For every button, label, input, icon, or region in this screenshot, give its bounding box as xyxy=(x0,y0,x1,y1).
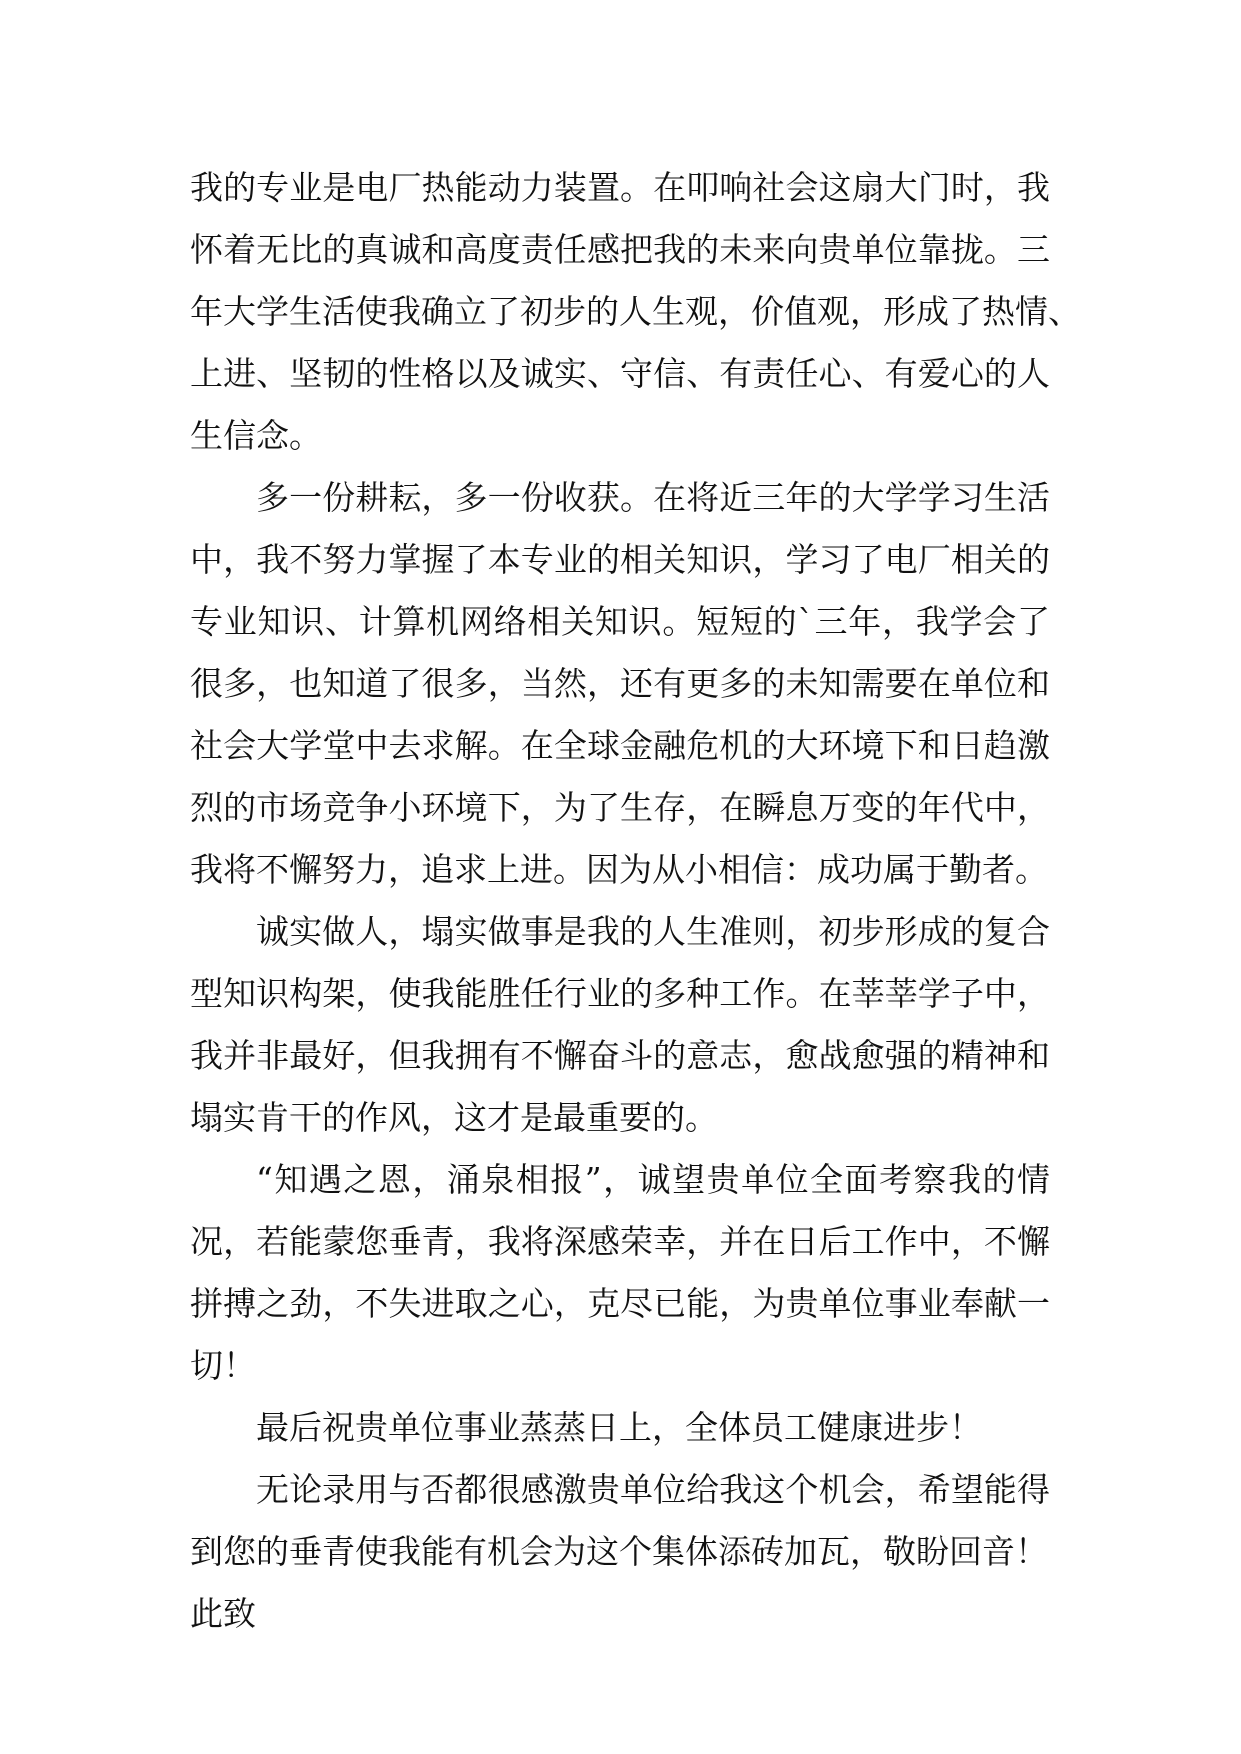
text-line: 我的专业是电厂热能动力装置。在叩响社会这扇大门时，我 xyxy=(190,168,1050,207)
text-line: 切！ xyxy=(190,1346,256,1385)
text-line: 社会大学堂中去求解。在全球金融危机的大环境下和日趋激 xyxy=(190,726,1050,765)
paragraph-study-experience xyxy=(190,467,1050,901)
text-line: 中，我不努力掌握了本专业的相关知识，学习了电厂相关的 xyxy=(190,540,1050,579)
text-line: 到您的垂青使我能有机会为这个集体添砖加瓦，敬盼回音！ xyxy=(190,1532,1048,1571)
paragraph-major-and-values xyxy=(190,157,1081,467)
text-line: 塌实肯干的作风，这才是最重要的。 xyxy=(190,1098,718,1137)
text-line: 无论录用与否都很感激贵单位给我这个机会，希望能得 xyxy=(256,1470,1050,1509)
paragraph-salutation xyxy=(190,1583,1050,1645)
text-line: 怀着无比的真诚和高度责任感把我的未来向贵单位靠拢。三 xyxy=(190,230,1050,269)
paragraph-closing-request xyxy=(190,1459,1050,1583)
text-line: 况，若能蒙您垂青，我将深感荣幸，并在日后工作中，不懈 xyxy=(190,1222,1050,1261)
text-line: 上进、坚韧的性格以及诚实、守信、有责任心、有爱心的人 xyxy=(190,354,1050,393)
text-line: 型知识构架，使我能胜任行业的多种工作。在莘莘学子中， xyxy=(190,974,1050,1013)
paragraph-principles xyxy=(190,901,1050,1149)
text-line: 拼搏之劲，不失进取之心，克尽已能，为贵单位事业奉献一 xyxy=(190,1284,1050,1323)
paragraph-gratitude xyxy=(190,1149,1050,1397)
text-line: 多一份耕耘，多一份收获。在将近三年的大学学习生活 xyxy=(256,478,1050,517)
text-line: 很多，也知道了很多，当然，还有更多的未知需要在单位和 xyxy=(190,664,1050,703)
text-line: 此致 xyxy=(190,1594,256,1633)
text-line: 烈的市场竞争小环境下，为了生存，在瞬息万变的年代中， xyxy=(190,788,1050,827)
text-line: 最后祝贵单位事业蒸蒸日上，全体员工健康进步！ xyxy=(256,1408,982,1447)
text-line: 我并非最好，但我拥有不懈奋斗的意志，愈战愈强的精神和 xyxy=(190,1036,1050,1075)
text-line: 生信念。 xyxy=(190,416,322,455)
text-line: “知遇之恩，涌泉相报”，诚望贵单位全面考察我的情 xyxy=(256,1160,1050,1199)
text-line: 我将不懈努力，追求上进。因为从小相信：成功属于勤者。 xyxy=(190,850,1048,889)
paragraph-wishes xyxy=(190,1397,1050,1459)
text-line: 诚实做人，塌实做事是我的人生准则，初步形成的复合 xyxy=(256,912,1050,951)
text-line: 专业知识、计算机网络相关知识。短短的`三年，我学会了 xyxy=(190,602,1050,641)
letter-body xyxy=(190,157,1081,1645)
text-line: 年大学生活使我确立了初步的人生观，价值观，形成了热情、 xyxy=(190,292,1081,331)
